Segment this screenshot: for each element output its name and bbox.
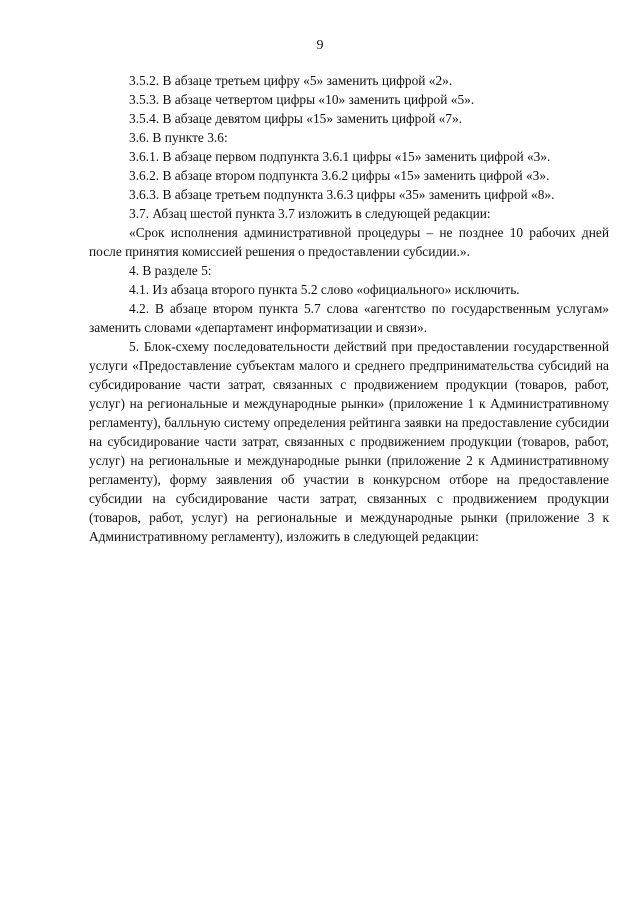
paragraph-3-5-4: 3.5.4. В абзаце девятом цифры «15» заменить цифрой «7». bbox=[129, 111, 463, 126]
paragraph-3-6-3: 3.6.3. В абзаце третьем подпункта 3.6.3 цифры «35» заменить цифрой «8». bbox=[129, 187, 555, 202]
paragraph-5: 5. Блок-схему последовательности действий при предоставлении государственной услуги «Предоставление субъектам малого и среднего предпринимательства субсидий на субсидирование части затрат, связанных с продвижением продукции (товаров, работ, услуг) на региональные и международные рынки» (приложение 1 к Административному регламенту), балльную систему определения рейтинга заявки на предоставление субсидии на субсидирование части затрат, связанных с продвижением продукции (товаров, работ, услуг) на региональные и международные рынки (приложение 2 к Административному регламенту), форму заявления об участии в конкурсном отборе на предоставление субсидии на субсидирование части затрат, связанных с продвижением продукции (товаров, работ, услуг) на региональные и международные рынки (приложение 3 к Административному регламенту), изложить в следующей редакции: bbox=[89, 339, 609, 544]
paragraph-4-1: 4.1. Из абзаца второго пункта 5.2 слово «официального» исключить. bbox=[129, 282, 520, 297]
document-body bbox=[89, 71, 609, 546]
paragraph-3-6-1: 3.6.1. В абзаце первом подпункта 3.6.1 цифры «15» заменить цифрой «3». bbox=[129, 149, 551, 164]
paragraph-3-6: 3.6. В пункте 3.6: bbox=[129, 130, 228, 145]
page-number: 9 bbox=[316, 38, 324, 53]
paragraph-3-7: 3.7. Абзац шестой пункта 3.7 изложить в следующей редакции: bbox=[129, 206, 491, 221]
paragraph-3-6-2: 3.6.2. В абзаце втором подпункта 3.6.2 цифры «15» заменить цифрой «3». bbox=[129, 168, 550, 183]
paragraph-3-5-3: 3.5.3. В абзаце четвертом цифры «10» заменить цифрой «5». bbox=[129, 92, 475, 107]
paragraph-quote-deadline: «Срок исполнения административной процедуры – не позднее 10 рабочих дней после принятия комиссией решения о предоставлении субсидии.». bbox=[89, 225, 609, 259]
paragraph-4: 4. В разделе 5: bbox=[129, 263, 212, 278]
paragraph-4-2: 4.2. В абзаце втором пункта 5.7 слова «агентство по государственным услугам» заменить словами «департамент информатизации и связи». bbox=[89, 301, 609, 335]
paragraph-3-5-2: 3.5.2. В абзаце третьем цифру «5» заменить цифрой «2». bbox=[129, 73, 453, 88]
